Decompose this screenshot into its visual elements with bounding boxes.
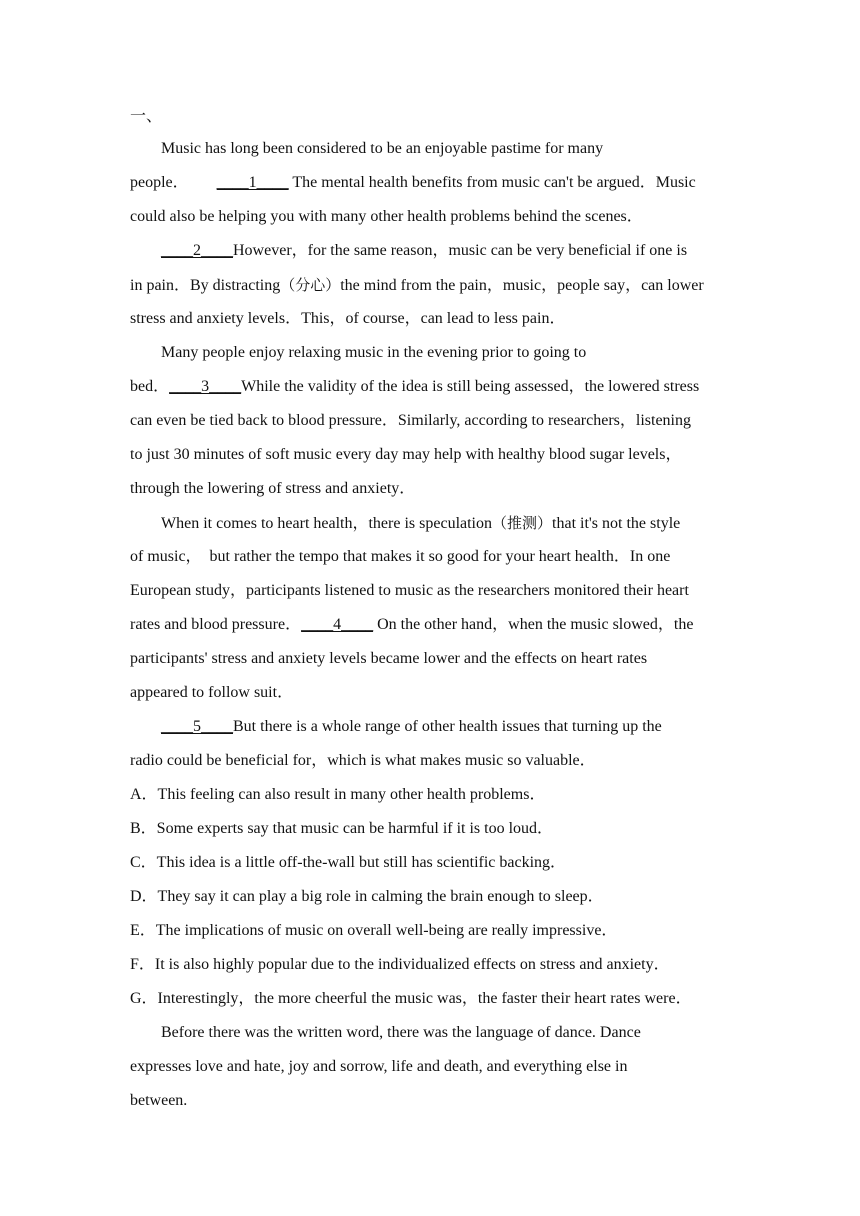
text-line: Before there was the written word, there was the language of dance. Dance (161, 1024, 641, 1041)
blank-4: ____4____ (301, 616, 374, 633)
text-line: could also be helping you with many other health problems behind the scenes． (130, 208, 643, 225)
text-line: Many people enjoy relaxing music in the evening prior to going to (161, 344, 587, 361)
text-segment: On the other hand，when the music slowed，the (373, 616, 694, 633)
text-line: of music， but rather the tempo that makes it so good for your heart health．In one (130, 548, 671, 565)
text-segment: that it's not the style (552, 515, 681, 532)
paragraph-4 (130, 506, 732, 710)
text-line: can even be tied back to blood pressure．Similarly, according to researchers，listening (130, 412, 691, 429)
text-segment: rates and blood pressure． (130, 616, 302, 633)
text-line (130, 268, 732, 302)
option-g: G．Interestingly，the more cheerful the music was，the faster their heart rates were． (130, 990, 692, 1007)
text-segment: The mental health benefits from music can't be argued．Music (292, 174, 696, 191)
text-segment: But there is a whole range of other health issues that turning up the (233, 718, 662, 735)
text-line: through the lowering of stress and anxiety． (130, 480, 416, 497)
option-d: D．They say it can play a big role in calming the brain enough to sleep． (130, 888, 604, 905)
paragraph-5 (130, 710, 732, 778)
text-line: participants' stress and anxiety levels became lower and the effects on heart rates (130, 650, 648, 667)
text-line (130, 234, 732, 268)
text-segment: people． (130, 174, 189, 191)
cjk-gloss: （推测） (492, 514, 553, 532)
text-segment: While the validity of the idea is still being assessed，the lowered stress (241, 378, 700, 395)
text-segment: However，for the same reason，music can be very beneficial if one is (233, 242, 688, 259)
passage-2 (130, 1016, 732, 1118)
option-b: B．Some experts say that music can be harmful if it is too loud． (130, 820, 554, 837)
text-line (130, 506, 732, 540)
text-column (130, 100, 732, 1118)
text-line: between. (130, 1092, 188, 1109)
text-line: to just 30 minutes of soft music every day may help with healthy blood sugar levels， (130, 446, 682, 463)
option-a: A．This feeling can also result in many other health problems． (130, 786, 546, 803)
text-line (130, 370, 732, 404)
text-line: stress and anxiety levels．This，of course，can lead to less pain． (130, 310, 566, 327)
text-line (130, 710, 732, 744)
blank-1: ____1____ (216, 174, 289, 191)
text-segment: the mind from the pain，music，people say，can lower (340, 277, 704, 294)
section-number: 一、 (130, 108, 163, 125)
blank-2: ____2____ (161, 242, 233, 259)
text-line: Music has long been considered to be an enjoyable pastime for many (161, 140, 604, 157)
answer-options (130, 778, 732, 1016)
text-line (130, 166, 732, 200)
text-line: radio could be beneficial for，which is what makes music so valuable． (130, 752, 596, 769)
option-f: F．It is also highly popular due to the individualized effects on stress and anxiety． (130, 956, 670, 973)
text-line: European study，participants listened to music as the researchers monitored their heart (130, 582, 689, 599)
text-line: expresses love and hate, joy and sorrow, life and death, and everything else in (130, 1058, 628, 1075)
paragraph-1 (130, 132, 732, 234)
cjk-gloss: （分心） (280, 276, 341, 294)
text-line: appeared to follow suit． (130, 684, 294, 701)
option-e: E．The implications of music on overall well-being are really impressive． (130, 922, 618, 939)
paragraph-2 (130, 234, 732, 336)
text-segment: in pain．By distracting (130, 277, 281, 294)
paragraph-3 (130, 336, 732, 506)
blank-5: ____5____ (161, 718, 233, 735)
text-segment: When it comes to heart health，there is speculation (161, 515, 493, 532)
text-line (130, 608, 732, 642)
blank-3: ____3____ (169, 378, 242, 395)
option-c: C．This idea is a little off-the-wall but still has scientific backing． (130, 854, 567, 871)
text-segment: bed． (130, 378, 170, 395)
